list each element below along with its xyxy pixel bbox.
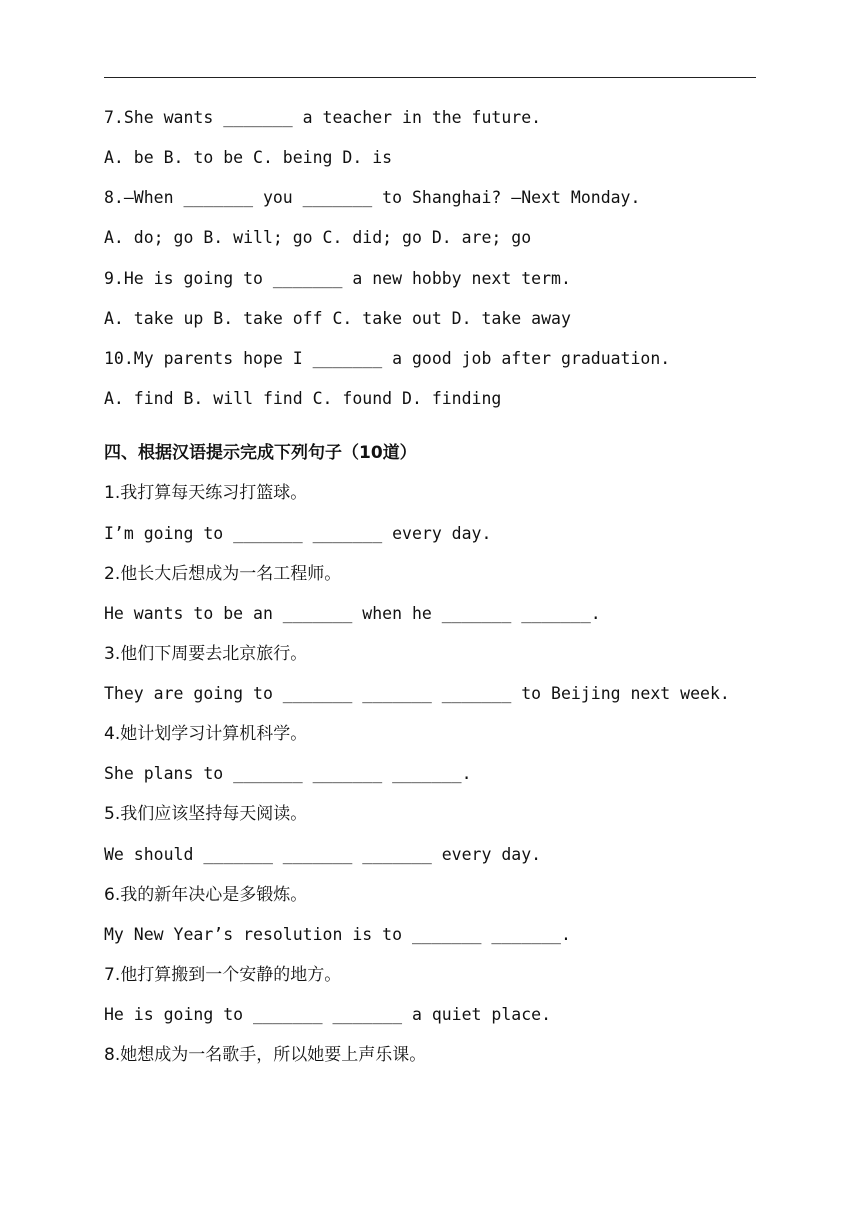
translation-item-4-cn: 4.她计划学习计算机科学。 <box>104 724 308 744</box>
question-9: 9.He is going to _______ a new hobby next term. <box>104 269 571 288</box>
translation-item-4-en: She plans to _______ _______ _______. <box>104 764 472 783</box>
translation-item-1-en: I’m going to _______ _______ every day. <box>104 524 492 543</box>
translation-item-2-cn: 2.他长大后想成为一名工程师。 <box>104 564 342 584</box>
section-4-heading: 四、根据汉语提示完成下列句子（10道） <box>104 443 417 463</box>
translation-item-7-cn: 7.他打算搬到一个安静的地方。 <box>104 965 342 985</box>
translation-item-7-en: He is going to _______ _______ a quiet place. <box>104 1005 552 1024</box>
question-9-options: A. take up B. take off C. take out D. take away <box>104 309 571 328</box>
question-10: 10.My parents hope I _______ a good job after graduation. <box>104 349 671 368</box>
translation-item-3-en: They are going to _______ _______ _______ to Beijing next week. <box>104 684 730 703</box>
question-7-options: A. be B. to be C. being D. is <box>104 148 393 167</box>
question-7: 7.She wants _______ a teacher in the future. <box>104 108 542 127</box>
translation-item-8-cn: 8.她想成为一名歌手，所以她要上声乐课。 <box>104 1045 427 1065</box>
translation-item-6-en: My New Year’s resolution is to _______ _______. <box>104 925 571 944</box>
translation-item-5-en: We should _______ _______ _______ every day. <box>104 845 542 864</box>
translation-item-6-cn: 6.我的新年决心是多锻炼。 <box>104 885 308 905</box>
question-8: 8.—When _______ you _______ to Shanghai? —Next Monday. <box>104 188 641 207</box>
header-rule <box>104 77 756 78</box>
question-10-options: A. find B. will find C. found D. finding <box>104 389 502 408</box>
translation-item-5-cn: 5.我们应该坚持每天阅读。 <box>104 804 308 824</box>
question-8-options: A. do; go B. will; go C. did; go D. are; go <box>104 228 532 247</box>
translation-item-3-cn: 3.他们下周要去北京旅行。 <box>104 644 308 664</box>
translation-item-2-en: He wants to be an _______ when he _______ _______. <box>104 604 601 623</box>
translation-item-1-cn: 1.我打算每天练习打篮球。 <box>104 483 308 503</box>
